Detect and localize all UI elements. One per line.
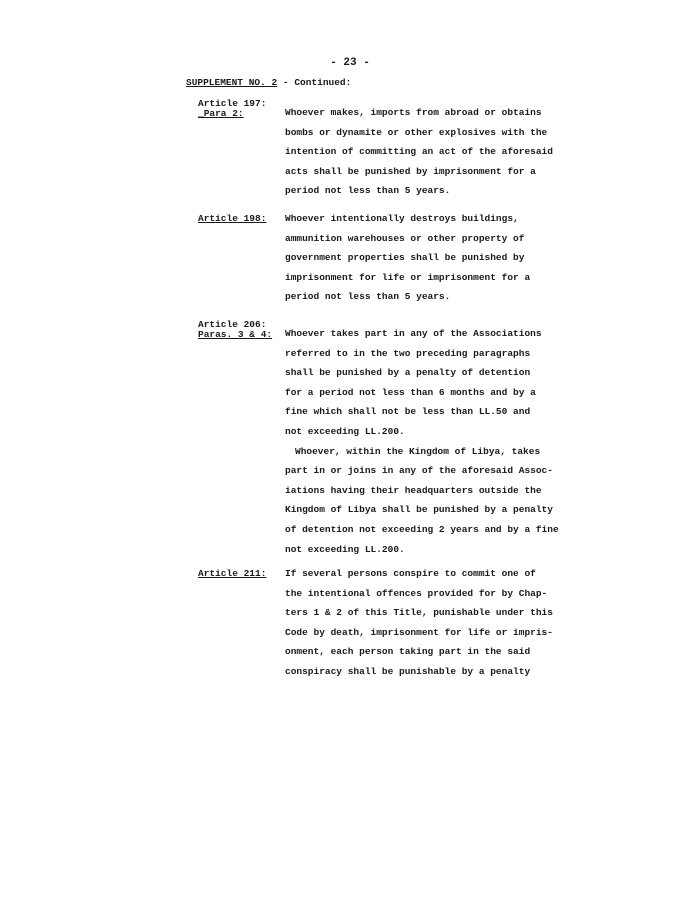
text-line: the intentional offences provided for by Chap-: [285, 587, 548, 599]
text-line: If several persons conspire to commit one of: [285, 568, 536, 579]
article-198-label: [198, 214, 266, 224]
article-label: Article 211:: [198, 568, 267, 579]
text-line: for a period not less than 6 months and by a: [285, 386, 536, 398]
para-label: _Para 2:: [198, 108, 244, 119]
article-197-text: [285, 103, 553, 201]
text-line: part in or joins in any of the aforesaid Assoc-: [285, 465, 553, 477]
text-line: of detention not exceeding 2 years and by a fine: [285, 523, 559, 535]
text-line: Whoever intentionally destroys buildings,: [285, 213, 519, 224]
para-label: Paras. 3 & 4:: [198, 329, 273, 340]
document-heading: [186, 77, 351, 88]
text-line: not exceeding LL.200.: [285, 543, 405, 555]
article-206-text: [285, 324, 559, 559]
text-line: government properties shall be punished by: [285, 252, 525, 264]
article-211-label: [198, 569, 266, 579]
text-line: not exceeding LL.200.: [285, 425, 405, 437]
article-197-label: [198, 99, 266, 119]
article-label: Article 197:: [198, 98, 267, 109]
text-line: bombs or dynamite or other explosives with the: [285, 126, 548, 138]
article-198-text: [285, 209, 531, 307]
text-line: period not less than 5 years.: [285, 185, 451, 197]
text-line: iations having their headquarters outside the: [285, 484, 542, 496]
article-211-text: [285, 564, 553, 682]
text-line: shall be punished by a penalty of detention: [285, 367, 531, 379]
text-line: Whoever takes part in any of the Associations: [285, 328, 542, 339]
text-line: ters 1 & 2 of this Title, punishable under this: [285, 607, 553, 619]
text-line: fine which shall not be less than LL.50 and: [285, 406, 531, 418]
text-line: imprisonment for life or imprisonment for a: [285, 271, 531, 283]
continued-label: - Continued:: [277, 77, 352, 88]
article-206-label: [198, 320, 272, 340]
text-line: Code by death, imprisonment for life or impris-: [285, 626, 553, 638]
text-line: Whoever makes, imports from abroad or obtains: [285, 107, 542, 118]
article-label: Article 198:: [198, 213, 267, 224]
text-line: acts shall be punished by imprisonment for a: [285, 165, 536, 177]
text-line: intention of committing an act of the aforesaid: [285, 146, 553, 158]
text-line: conspiracy shall be punishable by a penalty: [285, 665, 531, 677]
text-line: Kingdom of Libya shall be punished by a penalty: [285, 504, 553, 516]
text-line: referred to in the two preceding paragraphs: [285, 347, 531, 359]
text-line: ammunition warehouses or other property of: [285, 232, 525, 244]
supplement-title: SUPPLEMENT NO. 2: [186, 77, 278, 88]
text-line: period not less than 5 years.: [285, 291, 451, 303]
text-line: Whoever, within the Kingdom of Libya, takes: [295, 445, 541, 457]
text-line: onment, each person taking part in the said: [285, 646, 531, 658]
page-number: - 23 -: [330, 57, 370, 69]
article-label: Article 206:: [198, 319, 267, 330]
